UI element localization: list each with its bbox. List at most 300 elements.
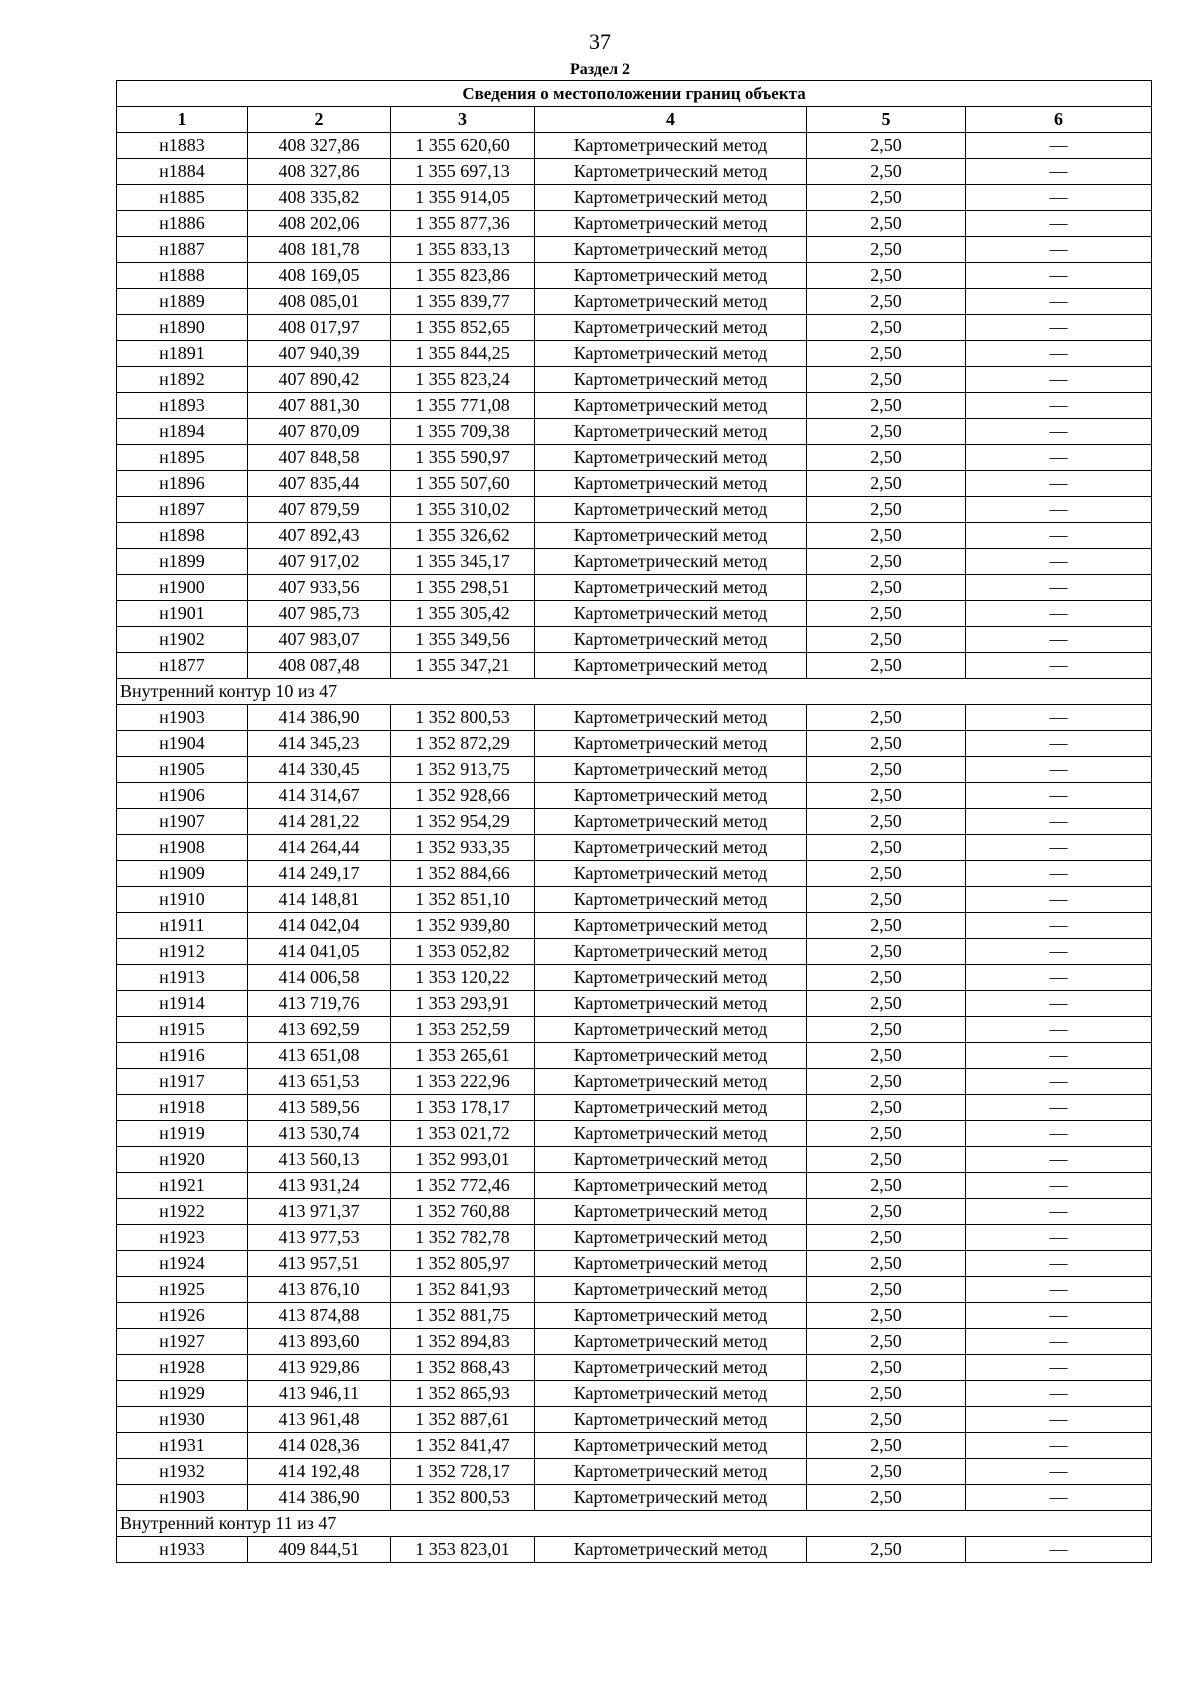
accuracy-cell: 2,50 — [807, 1147, 966, 1173]
x-coordinate-cell: 407 848,58 — [248, 445, 391, 471]
accuracy-cell: 2,50 — [807, 601, 966, 627]
method-cell: Картометрический метод — [535, 1225, 807, 1251]
table-row — [117, 653, 1152, 679]
accuracy-cell: 2,50 — [807, 1433, 966, 1459]
note-cell: — — [966, 159, 1152, 185]
point-number-cell: н1911 — [117, 913, 248, 939]
column-number: 4 — [535, 107, 807, 133]
accuracy-cell: 2,50 — [807, 809, 966, 835]
y-coordinate-cell: 1 352 800,53 — [391, 705, 535, 731]
accuracy-cell: 2,50 — [807, 1485, 966, 1511]
point-number-cell: н1917 — [117, 1069, 248, 1095]
note-cell: — — [966, 861, 1152, 887]
x-coordinate-cell: 414 192,48 — [248, 1459, 391, 1485]
note-cell: — — [966, 1173, 1152, 1199]
table-heading-row — [117, 81, 1152, 107]
x-coordinate-cell: 413 961,48 — [248, 1407, 391, 1433]
accuracy-cell: 2,50 — [807, 1173, 966, 1199]
method-cell: Картометрический метод — [535, 1095, 807, 1121]
note-cell: — — [966, 341, 1152, 367]
accuracy-cell: 2,50 — [807, 549, 966, 575]
method-cell: Картометрический метод — [535, 835, 807, 861]
note-cell: — — [966, 367, 1152, 393]
table-row — [117, 1069, 1152, 1095]
y-coordinate-cell: 1 355 877,36 — [391, 211, 535, 237]
method-cell: Картометрический метод — [535, 1251, 807, 1277]
y-coordinate-cell: 1 352 913,75 — [391, 757, 535, 783]
note-cell: — — [966, 419, 1152, 445]
y-coordinate-cell: 1 355 345,17 — [391, 549, 535, 575]
point-number-cell: н1927 — [117, 1329, 248, 1355]
table-row — [117, 835, 1152, 861]
table-row — [117, 861, 1152, 887]
x-coordinate-cell: 414 028,36 — [248, 1433, 391, 1459]
note-cell: — — [966, 1095, 1152, 1121]
note-cell: — — [966, 1017, 1152, 1043]
note-cell: — — [966, 1381, 1152, 1407]
point-number-cell: н1905 — [117, 757, 248, 783]
point-number-cell: н1920 — [117, 1147, 248, 1173]
point-number-cell: н1932 — [117, 1459, 248, 1485]
column-number: 1 — [117, 107, 248, 133]
point-number-cell: н1915 — [117, 1017, 248, 1043]
x-coordinate-cell: 408 327,86 — [248, 133, 391, 159]
table-row — [117, 1199, 1152, 1225]
point-number-cell: н1910 — [117, 887, 248, 913]
accuracy-cell: 2,50 — [807, 1095, 966, 1121]
accuracy-cell: 2,50 — [807, 237, 966, 263]
point-number-cell: н1907 — [117, 809, 248, 835]
note-cell: — — [966, 315, 1152, 341]
table-row — [117, 627, 1152, 653]
x-coordinate-cell: 413 893,60 — [248, 1329, 391, 1355]
accuracy-cell: 2,50 — [807, 289, 966, 315]
accuracy-cell: 2,50 — [807, 523, 966, 549]
table-body — [117, 133, 1152, 1563]
table-row — [117, 367, 1152, 393]
point-number-cell: н1903 — [117, 705, 248, 731]
x-coordinate-cell: 414 281,22 — [248, 809, 391, 835]
table-row — [117, 1355, 1152, 1381]
note-cell: — — [966, 1251, 1152, 1277]
accuracy-cell: 2,50 — [807, 211, 966, 237]
point-number-cell: н1931 — [117, 1433, 248, 1459]
x-coordinate-cell: 408 327,86 — [248, 159, 391, 185]
method-cell: Картометрический метод — [535, 523, 807, 549]
method-cell: Картометрический метод — [535, 237, 807, 263]
table-row — [117, 965, 1152, 991]
method-cell: Картометрический метод — [535, 887, 807, 913]
method-cell: Картометрический метод — [535, 913, 807, 939]
x-coordinate-cell: 413 530,74 — [248, 1121, 391, 1147]
y-coordinate-cell: 1 355 844,25 — [391, 341, 535, 367]
table-row — [117, 1043, 1152, 1069]
table-row — [117, 133, 1152, 159]
note-cell: — — [966, 731, 1152, 757]
y-coordinate-cell: 1 352 887,61 — [391, 1407, 535, 1433]
note-cell: — — [966, 1485, 1152, 1511]
x-coordinate-cell: 414 314,67 — [248, 783, 391, 809]
point-number-cell: н1922 — [117, 1199, 248, 1225]
x-coordinate-cell: 413 876,10 — [248, 1277, 391, 1303]
x-coordinate-cell: 413 560,13 — [248, 1147, 391, 1173]
x-coordinate-cell: 408 017,97 — [248, 315, 391, 341]
point-number-cell: н1909 — [117, 861, 248, 887]
x-coordinate-cell: 407 940,39 — [248, 341, 391, 367]
x-coordinate-cell: 414 249,17 — [248, 861, 391, 887]
y-coordinate-cell: 1 355 709,38 — [391, 419, 535, 445]
note-cell: — — [966, 263, 1152, 289]
point-number-cell: н1904 — [117, 731, 248, 757]
method-cell: Картометрический метод — [535, 1121, 807, 1147]
x-coordinate-cell: 413 651,53 — [248, 1069, 391, 1095]
method-cell: Картометрический метод — [535, 159, 807, 185]
x-coordinate-cell: 408 169,05 — [248, 263, 391, 289]
x-coordinate-cell: 407 879,59 — [248, 497, 391, 523]
x-coordinate-cell: 408 335,82 — [248, 185, 391, 211]
y-coordinate-cell: 1 352 954,29 — [391, 809, 535, 835]
table-row — [117, 1121, 1152, 1147]
point-number-cell: н1914 — [117, 991, 248, 1017]
y-coordinate-cell: 1 353 252,59 — [391, 1017, 535, 1043]
y-coordinate-cell: 1 355 839,77 — [391, 289, 535, 315]
accuracy-cell: 2,50 — [807, 1303, 966, 1329]
point-number-cell: н1924 — [117, 1251, 248, 1277]
y-coordinate-cell: 1 352 872,29 — [391, 731, 535, 757]
point-number-cell: н1897 — [117, 497, 248, 523]
point-number-cell: н1908 — [117, 835, 248, 861]
y-coordinate-cell: 1 355 852,65 — [391, 315, 535, 341]
table-row — [117, 263, 1152, 289]
table-row — [117, 1485, 1152, 1511]
x-coordinate-cell: 414 386,90 — [248, 705, 391, 731]
table-row — [117, 1095, 1152, 1121]
note-cell: — — [966, 1407, 1152, 1433]
point-number-cell: н1916 — [117, 1043, 248, 1069]
table-row — [117, 939, 1152, 965]
table-row — [117, 1459, 1152, 1485]
accuracy-cell: 2,50 — [807, 133, 966, 159]
method-cell: Картометрический метод — [535, 965, 807, 991]
page-number: 37 — [589, 29, 611, 54]
table-row — [117, 289, 1152, 315]
table-row — [117, 497, 1152, 523]
table-row — [117, 991, 1152, 1017]
method-cell: Картометрический метод — [535, 601, 807, 627]
y-coordinate-cell: 1 355 310,02 — [391, 497, 535, 523]
method-cell: Картометрический метод — [535, 1407, 807, 1433]
point-number-cell: н1918 — [117, 1095, 248, 1121]
x-coordinate-cell: 408 202,06 — [248, 211, 391, 237]
table-row — [117, 1017, 1152, 1043]
method-cell: Картометрический метод — [535, 809, 807, 835]
method-cell: Картометрический метод — [535, 731, 807, 757]
table-row — [117, 1303, 1152, 1329]
table-row — [117, 1537, 1152, 1563]
note-cell: — — [966, 393, 1152, 419]
accuracy-cell: 2,50 — [807, 1017, 966, 1043]
x-coordinate-cell: 407 892,43 — [248, 523, 391, 549]
method-cell: Картометрический метод — [535, 1459, 807, 1485]
point-number-cell: н1885 — [117, 185, 248, 211]
note-cell: — — [966, 1121, 1152, 1147]
y-coordinate-cell: 1 355 326,62 — [391, 523, 535, 549]
table-row — [117, 575, 1152, 601]
accuracy-cell: 2,50 — [807, 705, 966, 731]
point-number-cell: н1888 — [117, 263, 248, 289]
note-cell: — — [966, 1537, 1152, 1563]
point-number-cell: н1886 — [117, 211, 248, 237]
note-cell: — — [966, 497, 1152, 523]
y-coordinate-cell: 1 352 728,17 — [391, 1459, 535, 1485]
y-coordinate-cell: 1 352 993,01 — [391, 1147, 535, 1173]
method-cell: Картометрический метод — [535, 133, 807, 159]
point-number-cell: н1890 — [117, 315, 248, 341]
column-number: 3 — [391, 107, 535, 133]
accuracy-cell: 2,50 — [807, 1459, 966, 1485]
accuracy-cell: 2,50 — [807, 991, 966, 1017]
accuracy-cell: 2,50 — [807, 861, 966, 887]
method-cell: Картометрический метод — [535, 783, 807, 809]
table-row — [117, 185, 1152, 211]
point-number-cell: н1903 — [117, 1485, 248, 1511]
note-cell: — — [966, 1199, 1152, 1225]
method-cell: Картометрический метод — [535, 367, 807, 393]
y-coordinate-cell: 1 352 841,47 — [391, 1433, 535, 1459]
point-number-cell: н1895 — [117, 445, 248, 471]
note-cell: — — [966, 1043, 1152, 1069]
point-number-cell: н1906 — [117, 783, 248, 809]
accuracy-cell: 2,50 — [807, 1381, 966, 1407]
table-row — [117, 1329, 1152, 1355]
y-coordinate-cell: 1 355 349,56 — [391, 627, 535, 653]
column-number: 5 — [807, 107, 966, 133]
point-number-cell: н1919 — [117, 1121, 248, 1147]
y-coordinate-cell: 1 355 507,60 — [391, 471, 535, 497]
x-coordinate-cell: 413 692,59 — [248, 1017, 391, 1043]
note-cell: — — [966, 523, 1152, 549]
method-cell: Картометрический метод — [535, 471, 807, 497]
y-coordinate-cell: 1 355 347,21 — [391, 653, 535, 679]
table-row — [117, 601, 1152, 627]
y-coordinate-cell: 1 355 697,13 — [391, 159, 535, 185]
y-coordinate-cell: 1 352 800,53 — [391, 1485, 535, 1511]
method-cell: Картометрический метод — [535, 991, 807, 1017]
accuracy-cell: 2,50 — [807, 263, 966, 289]
point-number-cell: н1928 — [117, 1355, 248, 1381]
contour-section-row — [117, 679, 1152, 705]
method-cell: Картометрический метод — [535, 627, 807, 653]
accuracy-cell: 2,50 — [807, 965, 966, 991]
x-coordinate-cell: 414 006,58 — [248, 965, 391, 991]
x-coordinate-cell: 407 917,02 — [248, 549, 391, 575]
y-coordinate-cell: 1 352 782,78 — [391, 1225, 535, 1251]
note-cell: — — [966, 471, 1152, 497]
note-cell: — — [966, 1225, 1152, 1251]
note-cell: — — [966, 965, 1152, 991]
y-coordinate-cell: 1 352 865,93 — [391, 1381, 535, 1407]
table-row — [117, 1225, 1152, 1251]
accuracy-cell: 2,50 — [807, 1355, 966, 1381]
y-coordinate-cell: 1 352 805,97 — [391, 1251, 535, 1277]
point-number-cell: н1892 — [117, 367, 248, 393]
x-coordinate-cell: 413 651,08 — [248, 1043, 391, 1069]
method-cell: Картометрический метод — [535, 1069, 807, 1095]
x-coordinate-cell: 413 946,11 — [248, 1381, 391, 1407]
accuracy-cell: 2,50 — [807, 653, 966, 679]
method-cell: Картометрический метод — [535, 1433, 807, 1459]
y-coordinate-cell: 1 353 120,22 — [391, 965, 535, 991]
accuracy-cell: 2,50 — [807, 159, 966, 185]
note-cell: — — [966, 913, 1152, 939]
point-number-cell: н1891 — [117, 341, 248, 367]
y-coordinate-cell: 1 353 178,17 — [391, 1095, 535, 1121]
method-cell: Картометрический метод — [535, 211, 807, 237]
note-cell: — — [966, 939, 1152, 965]
point-number-cell: н1896 — [117, 471, 248, 497]
note-cell: — — [966, 445, 1152, 471]
accuracy-cell: 2,50 — [807, 185, 966, 211]
accuracy-cell: 2,50 — [807, 393, 966, 419]
note-cell: — — [966, 549, 1152, 575]
note-cell: — — [966, 1277, 1152, 1303]
y-coordinate-cell: 1 352 851,10 — [391, 887, 535, 913]
method-cell: Картометрический метод — [535, 419, 807, 445]
accuracy-cell: 2,50 — [807, 341, 966, 367]
method-cell: Картометрический метод — [535, 1147, 807, 1173]
note-cell: — — [966, 575, 1152, 601]
accuracy-cell: 2,50 — [807, 627, 966, 653]
point-number-cell: н1883 — [117, 133, 248, 159]
y-coordinate-cell: 1 355 620,60 — [391, 133, 535, 159]
y-coordinate-cell: 1 353 265,61 — [391, 1043, 535, 1069]
method-cell: Картометрический метод — [535, 185, 807, 211]
y-coordinate-cell: 1 355 833,13 — [391, 237, 535, 263]
note-cell: — — [966, 133, 1152, 159]
point-number-cell: н1887 — [117, 237, 248, 263]
point-number-cell: н1893 — [117, 393, 248, 419]
accuracy-cell: 2,50 — [807, 939, 966, 965]
y-coordinate-cell: 1 353 222,96 — [391, 1069, 535, 1095]
method-cell: Картометрический метод — [535, 757, 807, 783]
accuracy-cell: 2,50 — [807, 1251, 966, 1277]
accuracy-cell: 2,50 — [807, 445, 966, 471]
contour-section-label: Внутренний контур 10 из 47 — [117, 679, 1152, 705]
x-coordinate-cell: 414 264,44 — [248, 835, 391, 861]
point-number-cell: н1877 — [117, 653, 248, 679]
method-cell: Картометрический метод — [535, 1199, 807, 1225]
note-cell: — — [966, 809, 1152, 835]
accuracy-cell: 2,50 — [807, 783, 966, 809]
accuracy-cell: 2,50 — [807, 1277, 966, 1303]
table-row — [117, 211, 1152, 237]
y-coordinate-cell: 1 355 305,42 — [391, 601, 535, 627]
table-row — [117, 705, 1152, 731]
point-number-cell: н1933 — [117, 1537, 248, 1563]
boundary-coordinates-table — [116, 80, 1152, 1563]
x-coordinate-cell: 408 087,48 — [248, 653, 391, 679]
accuracy-cell: 2,50 — [807, 497, 966, 523]
method-cell: Картометрический метод — [535, 393, 807, 419]
y-coordinate-cell: 1 353 293,91 — [391, 991, 535, 1017]
accuracy-cell: 2,50 — [807, 731, 966, 757]
accuracy-cell: 2,50 — [807, 913, 966, 939]
table-row — [117, 237, 1152, 263]
table-heading: Сведения о местоположении границ объекта — [117, 81, 1152, 107]
y-coordinate-cell: 1 352 760,88 — [391, 1199, 535, 1225]
table-row — [117, 1407, 1152, 1433]
table-row — [117, 419, 1152, 445]
accuracy-cell: 2,50 — [807, 757, 966, 783]
method-cell: Картометрический метод — [535, 1017, 807, 1043]
x-coordinate-cell: 414 148,81 — [248, 887, 391, 913]
method-cell: Картометрический метод — [535, 263, 807, 289]
method-cell: Картометрический метод — [535, 341, 807, 367]
note-cell: — — [966, 653, 1152, 679]
table-row — [117, 315, 1152, 341]
table-row — [117, 1433, 1152, 1459]
note-cell: — — [966, 1329, 1152, 1355]
x-coordinate-cell: 407 933,56 — [248, 575, 391, 601]
note-cell: — — [966, 991, 1152, 1017]
point-number-cell: н1894 — [117, 419, 248, 445]
x-coordinate-cell: 413 931,24 — [248, 1173, 391, 1199]
accuracy-cell: 2,50 — [807, 1069, 966, 1095]
note-cell: — — [966, 1147, 1152, 1173]
method-cell: Картометрический метод — [535, 1485, 807, 1511]
method-cell: Картометрический метод — [535, 1537, 807, 1563]
accuracy-cell: 2,50 — [807, 1121, 966, 1147]
table-row — [117, 757, 1152, 783]
y-coordinate-cell: 1 352 884,66 — [391, 861, 535, 887]
method-cell: Картометрический метод — [535, 445, 807, 471]
method-cell: Картометрический метод — [535, 705, 807, 731]
x-coordinate-cell: 413 719,76 — [248, 991, 391, 1017]
method-cell: Картометрический метод — [535, 653, 807, 679]
x-coordinate-cell: 407 870,09 — [248, 419, 391, 445]
table-row — [117, 159, 1152, 185]
accuracy-cell: 2,50 — [807, 1225, 966, 1251]
note-cell: — — [966, 783, 1152, 809]
method-cell: Картометрический метод — [535, 497, 807, 523]
x-coordinate-cell: 414 386,90 — [248, 1485, 391, 1511]
note-cell: — — [966, 1459, 1152, 1485]
accuracy-cell: 2,50 — [807, 1537, 966, 1563]
note-cell: — — [966, 627, 1152, 653]
method-cell: Картометрический метод — [535, 1303, 807, 1329]
accuracy-cell: 2,50 — [807, 575, 966, 601]
point-number-cell: н1923 — [117, 1225, 248, 1251]
x-coordinate-cell: 413 874,88 — [248, 1303, 391, 1329]
table-row — [117, 1381, 1152, 1407]
x-coordinate-cell: 409 844,51 — [248, 1537, 391, 1563]
y-coordinate-cell: 1 352 939,80 — [391, 913, 535, 939]
x-coordinate-cell: 407 881,30 — [248, 393, 391, 419]
method-cell: Картометрический метод — [535, 315, 807, 341]
accuracy-cell: 2,50 — [807, 1199, 966, 1225]
point-number-cell: н1930 — [117, 1407, 248, 1433]
table-row — [117, 445, 1152, 471]
section-title: Раздел 2 — [569, 61, 631, 78]
table-row — [117, 523, 1152, 549]
contour-section-label: Внутренний контур 11 из 47 — [117, 1511, 1152, 1537]
note-cell: — — [966, 1433, 1152, 1459]
y-coordinate-cell: 1 355 771,08 — [391, 393, 535, 419]
point-number-cell: н1912 — [117, 939, 248, 965]
note-cell: — — [966, 887, 1152, 913]
accuracy-cell: 2,50 — [807, 367, 966, 393]
y-coordinate-cell: 1 352 881,75 — [391, 1303, 535, 1329]
